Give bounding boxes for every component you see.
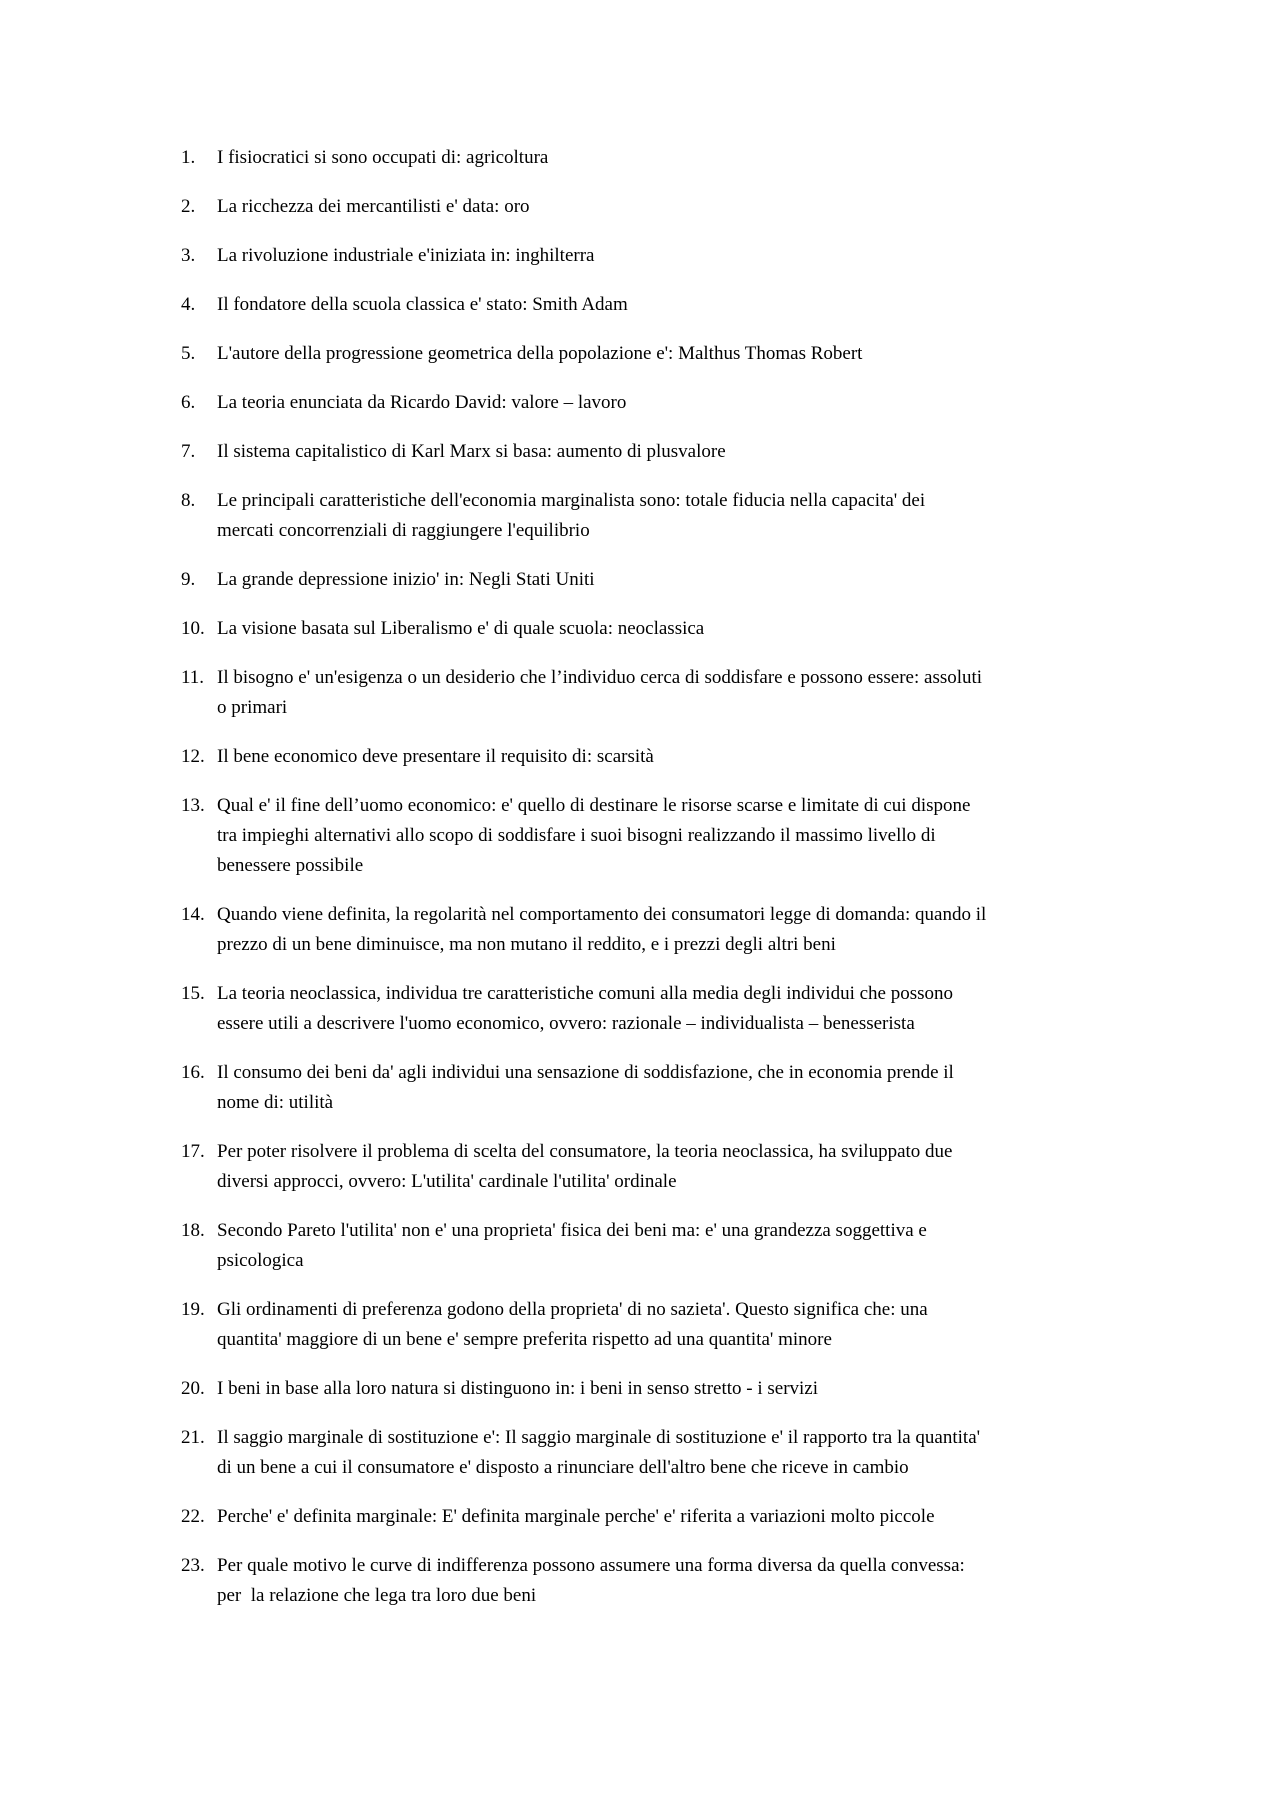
item-number: 8.: [181, 490, 196, 511]
item-text: La teoria neoclassica, individua tre caratteristiche comuni alla media degli individui che possono essere utili a descrivere l'uomo economico, ovvero: razionale – individualista – benesserista: [217, 983, 953, 1034]
item-text: Il consumo dei beni da' agli individui una sensazione di soddisfazione, che in economia prende il nome di: utilità: [217, 1062, 954, 1113]
item-number: 6.: [181, 392, 196, 413]
item-text: Gli ordinamenti di preferenza godono della proprieta' di no sazieta'. Questo significa che: una quantita' maggiore di un bene e' sempre preferita rispetto ad una quantita' minore: [217, 1299, 928, 1350]
list-item: [181, 1216, 1132, 1276]
item-number: 18.: [181, 1220, 205, 1241]
item-number: 3.: [181, 245, 196, 266]
item-number: 9.: [181, 569, 196, 590]
item-text: Le principali caratteristiche dell'economia marginalista sono: totale fiducia nella capacita' dei mercati concorrenziali di raggiungere l'equilibrio: [217, 490, 926, 541]
list-item: [181, 1551, 1132, 1611]
item-number: 19.: [181, 1299, 205, 1320]
list-item: [181, 900, 1132, 960]
list-item: [181, 742, 1132, 772]
item-number: 22.: [181, 1506, 205, 1527]
item-text: L'autore della progressione geometrica della popolazione e': Malthus Thomas Robert: [217, 343, 863, 364]
question-list: [181, 143, 1132, 1611]
list-item: [181, 388, 1132, 418]
list-item: [181, 565, 1132, 595]
item-number: 17.: [181, 1141, 205, 1162]
item-number: 10.: [181, 618, 205, 639]
item-number: 1.: [181, 147, 196, 168]
list-item: [181, 1423, 1132, 1483]
item-number: 20.: [181, 1378, 205, 1399]
list-item: [181, 791, 1132, 881]
item-number: 7.: [181, 441, 196, 462]
item-number: 15.: [181, 983, 205, 1004]
list-item: [181, 1295, 1132, 1355]
item-number: 16.: [181, 1062, 205, 1083]
item-number: 5.: [181, 343, 196, 364]
item-text: Il saggio marginale di sostituzione e': Il saggio marginale di sostituzione e' il rapporto tra la quantita' di un bene a cui il consumatore e' disposto a rinunciare dell'altro bene che riceve in cambio: [217, 1427, 981, 1478]
item-text: Secondo Pareto l'utilita' non e' una proprieta' fisica dei beni ma: e' una grandezza soggettiva e psicologica: [217, 1220, 927, 1271]
item-number: 14.: [181, 904, 205, 925]
item-number: 2.: [181, 196, 196, 217]
list-item: [181, 339, 1132, 369]
item-text: La ricchezza dei mercantilisti e' data: oro: [217, 196, 530, 217]
item-text: La rivoluzione industriale e'iniziata in: inghilterra: [217, 245, 595, 266]
list-item: [181, 1502, 1132, 1532]
list-item: [181, 979, 1132, 1039]
item-text: Il bene economico deve presentare il requisito di: scarsità: [217, 746, 654, 767]
list-item: [181, 290, 1132, 320]
item-number: 12.: [181, 746, 205, 767]
list-item: [181, 1058, 1132, 1118]
list-item: [181, 437, 1132, 467]
item-text: Qual e' il fine dell’uomo economico: e' quello di destinare le risorse scarse e limitate di cui dispone tra impieghi alternativi allo scopo di soddisfare i suoi bisogni realizzando il massimo livello di benessere possibile: [217, 795, 971, 876]
item-text: I fisiocratici si sono occupati di: agricoltura: [217, 147, 549, 168]
list-item: [181, 614, 1132, 644]
item-text: La teoria enunciata da Ricardo David: valore – lavoro: [217, 392, 627, 413]
item-number: 4.: [181, 294, 196, 315]
item-text: Perche' e' definita marginale: E' definita marginale perche' e' riferita a variazioni molto piccole: [217, 1506, 935, 1527]
item-number: 11.: [181, 667, 205, 688]
item-number: 21.: [181, 1427, 205, 1448]
item-text: Per quale motivo le curve di indifferenza possono assumere una forma diversa da quella convessa: per la relazione che lega tra loro due beni: [217, 1555, 965, 1606]
item-number: 13.: [181, 795, 205, 816]
item-text: I beni in base alla loro natura si distinguono in: i beni in senso stretto - i servizi: [217, 1378, 819, 1399]
item-text: Il fondatore della scuola classica e' stato: Smith Adam: [217, 294, 628, 315]
item-text: La visione basata sul Liberalismo e' di quale scuola: neoclassica: [217, 618, 705, 639]
item-number: 23.: [181, 1555, 205, 1576]
list-item: [181, 143, 1132, 173]
item-text: Il bisogno e' un'esigenza o un desiderio che l’individuo cerca di soddisfare e possono essere: assoluti o primari: [217, 667, 983, 718]
list-item: [181, 486, 1132, 546]
list-item: [181, 192, 1132, 222]
item-text: Il sistema capitalistico di Karl Marx si basa: aumento di plusvalore: [217, 441, 726, 462]
item-text: Quando viene definita, la regolarità nel comportamento dei consumatori legge di domanda: quando il prezzo di un bene diminuisce, ma non mutano il reddito, e i prezzi degli altri beni: [217, 904, 987, 955]
item-text: La grande depressione inizio' in: Negli Stati Uniti: [217, 569, 595, 590]
list-item: [181, 241, 1132, 271]
list-item: [181, 663, 1132, 723]
list-item: [181, 1137, 1132, 1197]
list-item: [181, 1374, 1132, 1404]
item-text: Per poter risolvere il problema di scelta del consumatore, la teoria neoclassica, ha sviluppato due diversi approcci, ovvero: L'utilita' cardinale l'utilita' ordinale: [217, 1141, 953, 1192]
